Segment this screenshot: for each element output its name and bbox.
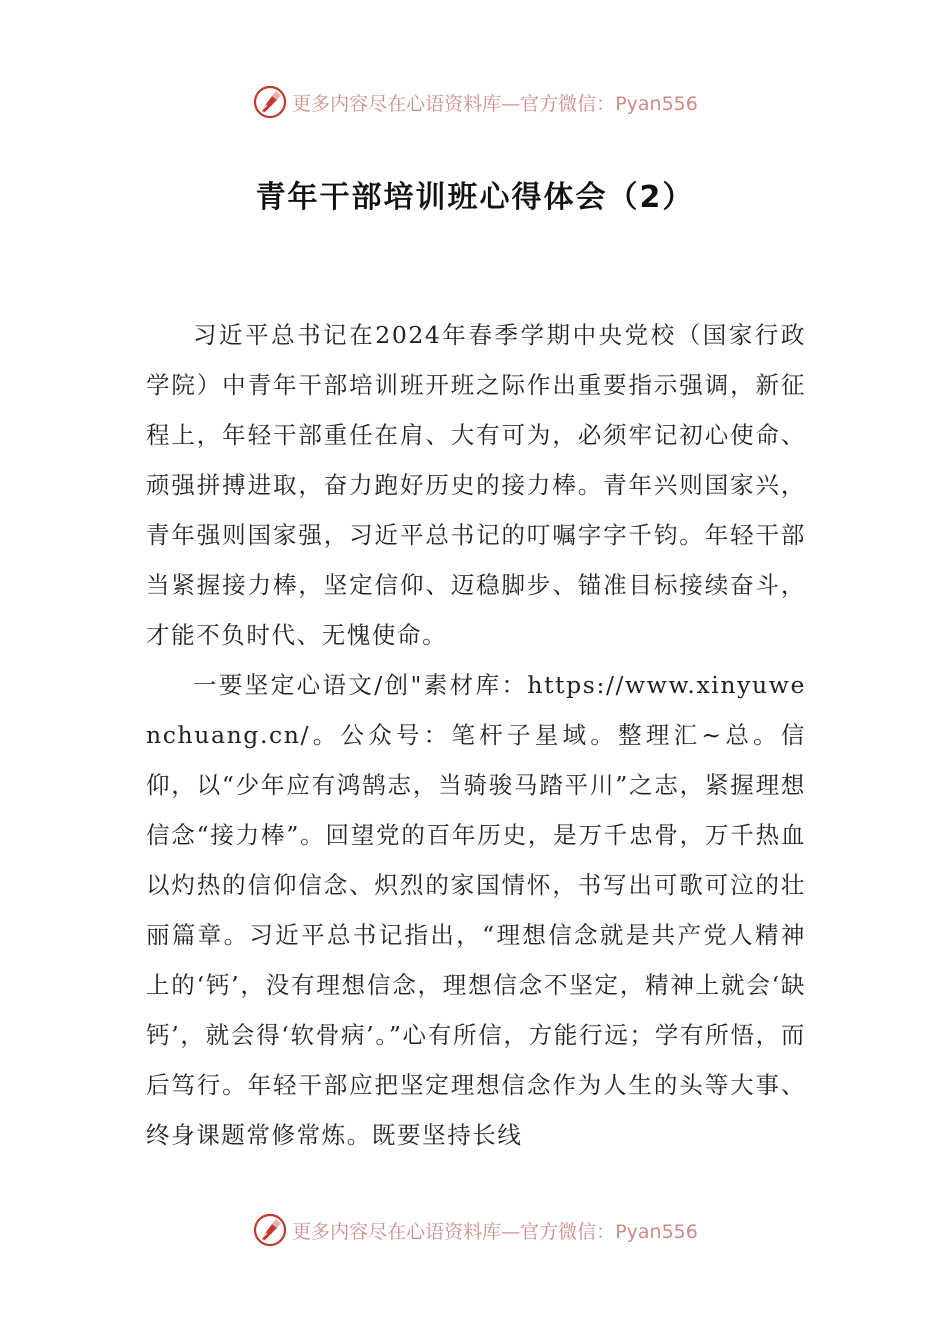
paragraph-intro: 习近平总书记在2024年春季学期中央党校（国家行政学院）中青年干部培训班开班之际作出重要指示强调，新征程上，年轻干部重任在肩、大有可为，必须牢记初心使命、顽强拼搏进取，奋力跑好历史的接力棒。青年兴则国家兴，青年强则国家强，习近平总书记的叮嘱字字千钧。年轻干部当紧握接力棒，坚定信仰、迈稳脚步、锚准目标接续奋斗，才能不负时代、无愧使命。 — [146, 321, 806, 649]
page-title: 青年干部培训班心得体会（2） — [255, 180, 695, 215]
paragraph-first-point: 一要坚定心语文/创"素材库：https://www.xinyuwenchuang.cn/。公众号：笔杆子星域。整理汇~总。信仰，以“少年应有鸿鹄志，当骑骏马踏平川”之志，紧握理想信念“接力棒”。回望党的百年历史，是万千忠骨，万千热血以灼热的信仰信念、炽烈的家国情怀，书写出可歌可泣的壮丽篇章。习近平总书记指出，“理想信念就是共产党人精神上的‘钙’，没有理想信念，理想信念不坚定，精神上就会‘缺钙’，就会得‘软骨病’。”心有所信，方能行远；学有所悟，而后笃行。年轻干部应把坚定理想信念作为人生的头等大事、终身课题常修常炼。既要坚持长线 — [146, 671, 806, 1149]
footer-watermark — [0, 1210, 950, 1250]
watermark-text: 更多内容尽在心语资料库—官方微信：Pyan556 — [292, 92, 698, 115]
pen-nib-logo-icon — [252, 84, 288, 120]
header-watermark — [0, 82, 950, 122]
pen-nib-logo-icon — [252, 1212, 288, 1248]
watermark-text: 更多内容尽在心语资料库—官方微信：Pyan556 — [292, 1220, 698, 1243]
document-body — [146, 310, 806, 1160]
